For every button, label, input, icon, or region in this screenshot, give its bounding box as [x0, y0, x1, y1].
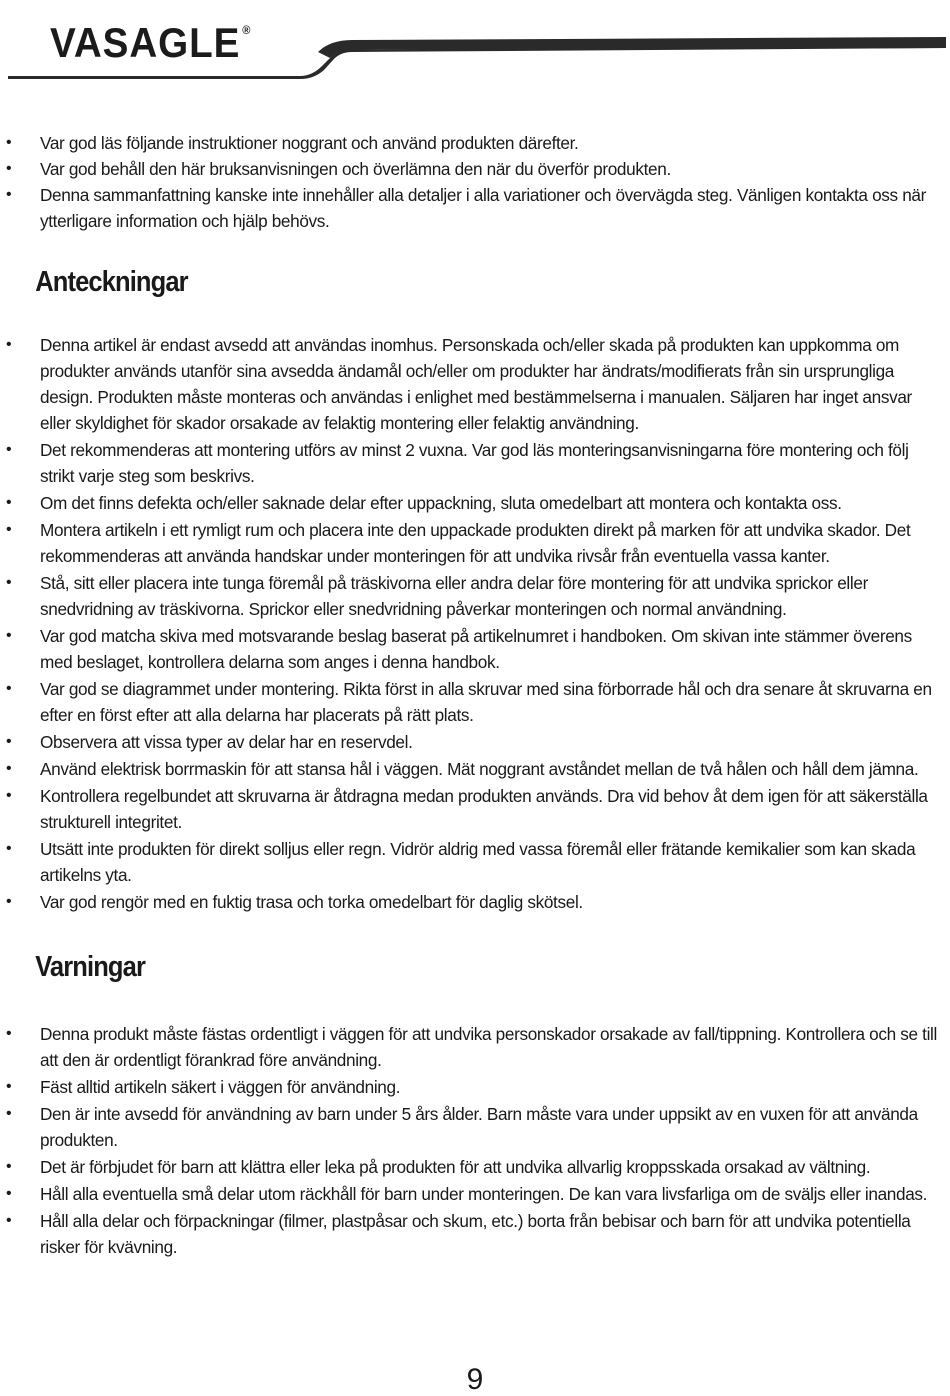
- warnings-item: • Håll alla delar och förpackningar (filmer, plastpåsar och skum, etc.) borta från bebisar och barn för att undvika potentiella risker för kvävning.: [0, 1208, 950, 1260]
- warnings-item: • Det är förbjudet för barn att klättra eller leka på produkten för att undvika allvarlig kroppsskada orsakad av vältning.: [0, 1154, 950, 1180]
- page-content: [0, 130, 950, 1260]
- notes-item: • Om det finns defekta och/eller saknade delar efter uppackning, sluta omedelbart att montera och kontakta oss.: [0, 490, 950, 516]
- notes-item: • Kontrollera regelbundet att skruvarna är åtdragna medan produkten används. Dra vid behov åt dem igen för att säkerställa strukturell integritet.: [0, 783, 950, 835]
- notes-item: • Var god matcha skiva med motsvarande beslag baserat på artikelnumret i handboken. Om skivan inte stämmer överens med beslaget, kontrollera delarna som anges i denna handbok.: [0, 623, 950, 675]
- warnings-item: • Fäst alltid artikeln säkert i väggen för användning.: [0, 1074, 950, 1100]
- warnings-heading: Varningar: [35, 951, 146, 983]
- warnings-item: • Denna produkt måste fästas ordentligt i väggen för att undvika personskador orsakade av fall/tippning. Kontrollera och se till att den är ordentligt förankrad före användning.: [0, 1021, 950, 1073]
- notes-item: • Det rekommenderas att montering utförs av minst 2 vuxna. Var god läs monteringsanvisningarna före montering och följ strikt varje steg som beskrivs.: [0, 437, 950, 489]
- page-header: [0, 0, 950, 90]
- warnings-list: [0, 1021, 950, 1260]
- intro-item: • Var god behåll den här bruksanvisningen och överlämna den när du överför produkten.: [0, 156, 950, 182]
- intro-item: • Denna sammanfattning kanske inte innehåller alla detaljer i alla variationer och övervägda steg. Vänligen kontakta oss när ytterligare information och hjälp behövs.: [0, 182, 950, 234]
- notes-list: [0, 332, 950, 915]
- notes-item: • Stå, sitt eller placera inte tunga föremål på träskivorna eller andra delar före montering för att undvika sprickor eller snedvridning av träskivorna. Sprickor eller snedvridning påverkar monteringen och normal användning.: [0, 570, 950, 622]
- intro-item: • Var god läs följande instruktioner noggrant och använd produkten därefter.: [0, 130, 950, 156]
- notes-item: • Var god se diagrammet under montering. Rikta först in alla skruvar med sina förborrade hål och dra senare åt skruvarna en efter en först efter att alla delarna har placerats på rätt plats.: [0, 676, 950, 728]
- page-number: 9: [466, 1363, 484, 1396]
- registered-mark: ®: [242, 23, 252, 37]
- notes-item: • Montera artikeln i ett rymligt rum och placera inte den uppackade produkten direkt på marken för att undvika skador. Det rekommenderas att använda handskar under monteringen för att undvika rivsår från eventuella vassa kanter.: [0, 517, 950, 569]
- notes-item: • Denna artikel är endast avsedd att användas inomhus. Personskada och/eller skada på produkten kan uppkomma om produkter används utanför sina avsedda ändamål och/eller om produkter har ändrats/modifierats från sin ursprungliga design. Produkten måste monteras och användas i enlighet med bestämmelserna i manualen. Säljaren har inget ansvar eller skyldighet för skador orsakade av felaktig montering eller felaktig användning.: [0, 332, 950, 436]
- notes-item: • Observera att vissa typer av delar har en reservdel.: [0, 729, 950, 755]
- notes-item: • Utsätt inte produkten för direkt solljus eller regn. Vidrör aldrig med vassa föremål eller frätande kemikalier som kan skada artikelns yta.: [0, 836, 950, 888]
- notes-item: • Använd elektrisk borrmaskin för att stansa hål i väggen. Mät noggrant avståndet mellan de två hålen och håll dem jämna.: [0, 756, 950, 782]
- intro-list: [0, 130, 950, 234]
- notes-item: • Var god rengör med en fuktig trasa och torka omedelbart för daglig skötsel.: [0, 889, 950, 915]
- warnings-item: • Håll alla eventuella små delar utom räckhåll för barn under monteringen. De kan vara livsfarliga om de sväljs eller inandas.: [0, 1181, 950, 1207]
- notes-heading: Anteckningar: [35, 266, 188, 298]
- brand-logo-text: VASAGLE: [50, 19, 241, 66]
- warnings-item: • Den är inte avsedd för användning av barn under 5 års ålder. Barn måste vara under uppsikt av en vuxen för att använda produkten.: [0, 1101, 950, 1153]
- header-swoosh-graphic: [0, 0, 950, 90]
